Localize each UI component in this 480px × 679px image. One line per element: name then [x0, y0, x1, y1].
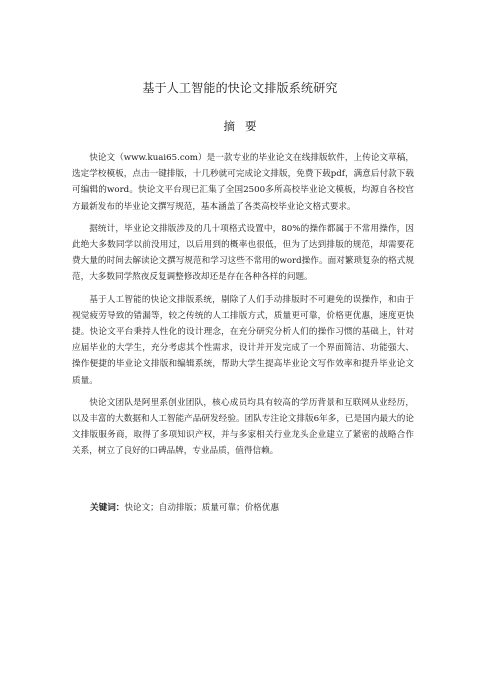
abstract-heading: 摘要: [223, 119, 267, 133]
abstract-paragraph-1: 快论文（www.kuai65.com）是一款专业的毕业论文在线排版软件，上传论文草稿，选定学校模板，点击一键排版，十几秒就可完成论文排版，免费下载pdf，满意后付款下载可编辑的word。快论文平台现已汇集了全国2500多所高校毕业论文模板，均源自各校官方最新发布的毕业论文撰写规范，基本涵盖了各类高校毕业论文格式要求。: [72, 153, 414, 212]
document-title: 基于人工智能的快论文排版系统研究: [142, 81, 338, 95]
abstract-paragraph-4: 快论文团队是阿里系创业团队，核心成员均具有较高的学历背景和互联网从业经历，以及丰富的大数据和人工智能产品研发经验。团队专注论文排版6年多，已是国内最大的论文排版服务商，取得了多项知识产权，并与多家相关行业龙头企业建立了紧密的战略合作关系，树立了良好的口碑品牌，专业品质，值得信赖。: [72, 397, 414, 457]
keywords-line: [90, 500, 410, 516]
abstract-body: [72, 150, 414, 466]
keywords-label: 关键词：: [90, 503, 125, 513]
abstract-paragraph-2: 据统计，毕业论文排版涉及的几十项格式设置中，80%的操作都属于不常用操作，因此绝大多数同学以前没用过，以后用到的概率也很低，但为了达到排版的规范，却需要花费大量的时间去解读论文撰写规范和学习这些不常用的word操作。面对繁琐复杂的格式规范，大多数同学熬夜反复调整修改却还是存在各种各样的问题。: [72, 223, 414, 283]
keywords-text: 快论文；自动排版；质量可靠；价格优惠: [124, 503, 280, 513]
abstract-paragraph-3: 基于人工智能的快论文排版系统，剔除了人们手动排版时不可避免的误操作，和由于视觉疲劳导致的错漏等，较之传统的人工排版方式，质量更可靠，价格更优惠，速度更快捷。快论文平台秉持人性化的设计理念，在充分研究分析人们的操作习惯的基础上，针对应届毕业的大学生，充分考虑其个性需求，设计并开发完成了一个界面简洁、功能强大、操作便捷的毕业论文排版和编辑系统，帮助大学生提高毕业论文写作效率和提升毕业论文质量。: [72, 294, 414, 386]
